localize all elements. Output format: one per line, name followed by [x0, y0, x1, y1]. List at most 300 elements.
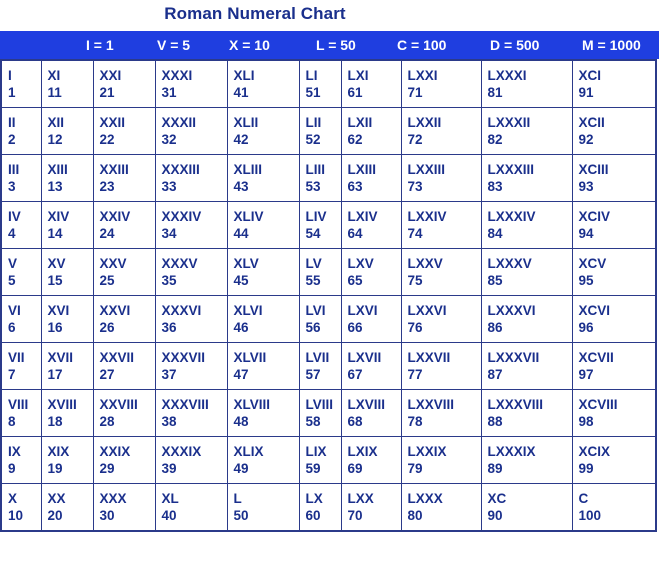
arabic-value: 69 [347, 461, 363, 476]
roman-value: LXI [347, 68, 369, 83]
numeral-cell [481, 249, 572, 296]
roman-value: XVI [47, 303, 70, 318]
arabic-value: 74 [407, 226, 423, 241]
roman-value: LXXXII [487, 115, 531, 130]
numeral-cell [341, 437, 401, 484]
arabic-value: 96 [578, 320, 594, 335]
numeral-cell [155, 484, 227, 532]
arabic-value: 66 [347, 320, 363, 335]
arabic-value: 58 [305, 414, 321, 429]
arabic-value: 32 [161, 132, 177, 147]
arabic-value: 10 [8, 508, 24, 523]
numeral-cell [41, 390, 93, 437]
arabic-value: 68 [347, 414, 363, 429]
arabic-value: 17 [47, 367, 63, 382]
roman-value: LXXII [407, 115, 442, 130]
arabic-value: 37 [161, 367, 177, 382]
numeral-cell [227, 484, 299, 532]
roman-value: LX [305, 491, 323, 506]
numeral-cell [1, 343, 41, 390]
numeral-cell [41, 484, 93, 532]
arabic-value: 100 [578, 508, 602, 523]
roman-value: LXXIV [407, 209, 447, 224]
numeral-cell [481, 437, 572, 484]
arabic-value: 88 [487, 414, 503, 429]
arabic-value: 24 [99, 226, 115, 241]
roman-value: LXXXV [487, 256, 532, 271]
numeral-cell [299, 390, 341, 437]
numeral-cell [227, 249, 299, 296]
roman-value: LIII [305, 162, 325, 177]
arabic-value: 20 [47, 508, 63, 523]
roman-value: XXXI [161, 68, 193, 83]
roman-value: XIII [47, 162, 68, 177]
arabic-value: 76 [407, 320, 423, 335]
arabic-value: 86 [487, 320, 503, 335]
numeral-cell [1, 202, 41, 249]
roman-value: XCIV [578, 209, 611, 224]
roman-value: VI [8, 303, 21, 318]
arabic-value: 29 [99, 461, 115, 476]
roman-value: XIV [47, 209, 70, 224]
numeral-cell [401, 296, 481, 343]
roman-value: XI [47, 68, 61, 83]
roman-value: XL [161, 491, 179, 506]
numeral-cell [481, 60, 572, 108]
arabic-value: 21 [99, 85, 115, 100]
arabic-value: 92 [578, 132, 594, 147]
numeral-cell [572, 390, 656, 437]
numeral-cell [227, 60, 299, 108]
numeral-cell [93, 60, 155, 108]
numeral-cell [572, 155, 656, 202]
roman-value: XXII [99, 115, 126, 130]
roman-value: XLV [233, 256, 259, 271]
roman-value: VII [8, 350, 25, 365]
numeral-cell [401, 202, 481, 249]
numeral-cell [41, 437, 93, 484]
roman-value: XXXIV [161, 209, 202, 224]
table-row [1, 296, 656, 343]
numeral-cell [481, 343, 572, 390]
numeral-cell [1, 60, 41, 108]
numeral-cell [93, 202, 155, 249]
numeral-cell [93, 155, 155, 202]
roman-value: XII [47, 115, 65, 130]
arabic-value: 78 [407, 414, 423, 429]
arabic-value: 28 [99, 414, 115, 429]
roman-value: LXXIX [407, 444, 447, 459]
table-row [1, 390, 656, 437]
arabic-value: 94 [578, 226, 594, 241]
numeral-cell [227, 155, 299, 202]
numeral-cell [572, 484, 656, 532]
numeral-cell [41, 249, 93, 296]
roman-value: XV [47, 256, 66, 271]
arabic-value: 82 [487, 132, 503, 147]
numeral-cell [401, 437, 481, 484]
numeral-cell [299, 155, 341, 202]
arabic-value: 36 [161, 320, 177, 335]
numeral-cell [93, 108, 155, 155]
roman-value: LXII [347, 115, 373, 130]
numeral-cell [572, 296, 656, 343]
roman-value: XCVI [578, 303, 611, 318]
arabic-value: 59 [305, 461, 321, 476]
numeral-cell [299, 249, 341, 296]
numeral-cell [299, 484, 341, 532]
numeral-cell [341, 296, 401, 343]
roman-value: LXIII [347, 162, 377, 177]
numeral-cell [1, 155, 41, 202]
arabic-value: 75 [407, 273, 423, 288]
table-row [1, 484, 656, 532]
roman-value: LXXXVI [487, 303, 536, 318]
roman-value: XLI [233, 68, 255, 83]
roman-value: LXXXIII [487, 162, 535, 177]
legend-bar [0, 31, 659, 59]
legend-item: I = 1 [86, 37, 114, 53]
arabic-value: 83 [487, 179, 503, 194]
numeral-cell [401, 249, 481, 296]
numeral-cell [227, 108, 299, 155]
roman-value: LXXXVIII [487, 397, 544, 412]
numeral-cell [93, 437, 155, 484]
numeral-cell [481, 390, 572, 437]
arabic-value: 34 [161, 226, 177, 241]
arabic-value: 81 [487, 85, 503, 100]
roman-value: LXXI [407, 68, 438, 83]
roman-value: IV [8, 209, 21, 224]
arabic-value: 71 [407, 85, 423, 100]
table-row [1, 60, 656, 108]
arabic-value: 73 [407, 179, 423, 194]
table-row [1, 155, 656, 202]
arabic-value: 53 [305, 179, 321, 194]
arabic-value: 30 [99, 508, 115, 523]
arabic-value: 77 [407, 367, 423, 382]
arabic-value: 33 [161, 179, 177, 194]
arabic-value: 6 [8, 320, 16, 335]
arabic-value: 5 [8, 273, 16, 288]
roman-value: XLIII [233, 162, 263, 177]
table-row [1, 202, 656, 249]
numeral-cell [299, 296, 341, 343]
arabic-value: 87 [487, 367, 503, 382]
roman-value: I [8, 68, 12, 83]
roman-value: XXVII [99, 350, 135, 365]
roman-value: LVI [305, 303, 326, 318]
page-title: Roman Numeral Chart [164, 4, 346, 23]
roman-value: XCI [578, 68, 602, 83]
numeral-cell [227, 390, 299, 437]
roman-value: XCV [578, 256, 607, 271]
numeral-cell [227, 437, 299, 484]
arabic-value: 1 [8, 85, 16, 100]
roman-value: XCVII [578, 350, 614, 365]
arabic-value: 91 [578, 85, 594, 100]
numeral-cell [155, 108, 227, 155]
numeral-cell [227, 343, 299, 390]
roman-value: LXXXIV [487, 209, 536, 224]
roman-value: X [8, 491, 18, 506]
arabic-value: 60 [305, 508, 321, 523]
arabic-value: 40 [161, 508, 177, 523]
arabic-value: 84 [487, 226, 503, 241]
roman-value: XCIII [578, 162, 609, 177]
arabic-value: 61 [347, 85, 363, 100]
roman-value: XXV [99, 256, 127, 271]
arabic-value: 90 [487, 508, 503, 523]
numeral-cell [401, 484, 481, 532]
arabic-value: 22 [99, 132, 115, 147]
legend-item: V = 5 [157, 37, 191, 53]
roman-value: XXVIII [99, 397, 138, 412]
numeral-cell [41, 296, 93, 343]
numeral-cell [1, 484, 41, 532]
numeral-cell [341, 155, 401, 202]
numeral-cell [41, 202, 93, 249]
roman-value: LXXIII [407, 162, 446, 177]
roman-value: LXXXIX [487, 444, 536, 459]
roman-value: III [8, 162, 20, 177]
arabic-value: 79 [407, 461, 423, 476]
arabic-value: 19 [47, 461, 63, 476]
numeral-cell [299, 343, 341, 390]
numeral-cell [93, 484, 155, 532]
legend-item: L = 50 [316, 37, 356, 53]
roman-value: XLII [233, 115, 259, 130]
roman-value: XCVIII [578, 397, 618, 412]
numeral-cell [401, 60, 481, 108]
arabic-value: 72 [407, 132, 423, 147]
roman-value: LXXXI [487, 68, 527, 83]
arabic-value: 46 [233, 320, 249, 335]
roman-value: VIII [8, 397, 29, 412]
numeral-cell [1, 296, 41, 343]
arabic-value: 42 [233, 132, 249, 147]
roman-value: C [578, 491, 589, 506]
roman-value: LIV [305, 209, 327, 224]
numeral-cell [93, 296, 155, 343]
legend-item: M = 1000 [582, 37, 641, 53]
table-row [1, 249, 656, 296]
arabic-value: 93 [578, 179, 594, 194]
roman-value: LXVII [347, 350, 382, 365]
legend-item: X = 10 [229, 37, 270, 53]
numeral-cell [299, 60, 341, 108]
roman-value: XXXIX [161, 444, 202, 459]
roman-value: XVII [47, 350, 74, 365]
roman-value: XLVII [233, 350, 267, 365]
arabic-value: 56 [305, 320, 321, 335]
numeral-cell [481, 155, 572, 202]
numeral-cell [1, 108, 41, 155]
arabic-value: 26 [99, 320, 115, 335]
arabic-value: 63 [347, 179, 363, 194]
arabic-value: 8 [8, 414, 16, 429]
roman-value: XLIV [233, 209, 264, 224]
arabic-value: 15 [47, 273, 63, 288]
roman-value: LXXV [407, 256, 443, 271]
arabic-value: 85 [487, 273, 503, 288]
arabic-value: 48 [233, 414, 249, 429]
numeral-cell [341, 484, 401, 532]
numeral-cell [341, 108, 401, 155]
roman-value: LIX [305, 444, 327, 459]
roman-value: XLVI [233, 303, 263, 318]
arabic-value: 25 [99, 273, 115, 288]
arabic-value: 31 [161, 85, 177, 100]
numeral-cell [481, 108, 572, 155]
roman-value: XXXVI [161, 303, 202, 318]
numeral-cell [41, 155, 93, 202]
roman-value: XXX [99, 491, 127, 506]
numeral-cell [401, 155, 481, 202]
arabic-value: 67 [347, 367, 363, 382]
numeral-cell [481, 484, 572, 532]
arabic-value: 47 [233, 367, 249, 382]
numeral-cell [93, 390, 155, 437]
roman-value: XXIII [99, 162, 129, 177]
arabic-value: 43 [233, 179, 249, 194]
arabic-value: 50 [233, 508, 249, 523]
roman-value: LXXXVII [487, 350, 540, 365]
arabic-value: 2 [8, 132, 16, 147]
arabic-value: 80 [407, 508, 423, 523]
roman-value: LXXVIII [407, 397, 455, 412]
roman-value: II [8, 115, 16, 130]
numeral-cell [299, 202, 341, 249]
numeral-cell [93, 343, 155, 390]
roman-value: LXXX [407, 491, 443, 506]
arabic-value: 97 [578, 367, 594, 382]
numeral-cell [572, 108, 656, 155]
numeral-cell [93, 249, 155, 296]
arabic-value: 51 [305, 85, 321, 100]
roman-value: LXXVII [407, 350, 451, 365]
arabic-value: 64 [347, 226, 363, 241]
numeral-cell [572, 202, 656, 249]
roman-value: LXIX [347, 444, 378, 459]
numeral-cell [155, 296, 227, 343]
roman-value: LI [305, 68, 318, 83]
numeral-cell [155, 343, 227, 390]
arabic-value: 11 [47, 85, 62, 100]
roman-value: LXX [347, 491, 374, 506]
roman-value: XXXII [161, 115, 197, 130]
roman-value: XC [487, 491, 507, 506]
numeral-cell [481, 202, 572, 249]
arabic-value: 65 [347, 273, 363, 288]
legend-item: D = 500 [490, 37, 540, 53]
table-row [1, 343, 656, 390]
arabic-value: 9 [8, 461, 16, 476]
roman-value: XCII [578, 115, 605, 130]
roman-value: XXXVIII [161, 397, 209, 412]
roman-value: LVIII [305, 397, 334, 412]
arabic-value: 38 [161, 414, 177, 429]
arabic-value: 3 [8, 179, 16, 194]
roman-value: LXVI [347, 303, 378, 318]
roman-value: LVII [305, 350, 330, 365]
roman-value: XX [47, 491, 66, 506]
roman-value: LXV [347, 256, 374, 271]
roman-value: XCIX [578, 444, 611, 459]
arabic-value: 52 [305, 132, 321, 147]
numeral-cell [41, 108, 93, 155]
roman-value: LV [305, 256, 322, 271]
numeral-cell [572, 249, 656, 296]
numeral-cell [341, 249, 401, 296]
arabic-value: 89 [487, 461, 503, 476]
numeral-cell [155, 60, 227, 108]
roman-value: XXXVII [161, 350, 206, 365]
roman-value: LXVIII [347, 397, 386, 412]
arabic-value: 62 [347, 132, 363, 147]
numeral-cell [227, 202, 299, 249]
numeral-cell [1, 437, 41, 484]
roman-value: V [8, 256, 18, 271]
roman-value: XXIV [99, 209, 131, 224]
roman-value: XXXIII [161, 162, 200, 177]
numeral-cell [572, 60, 656, 108]
roman-value: IX [8, 444, 21, 459]
arabic-value: 23 [99, 179, 115, 194]
roman-value: XXIX [99, 444, 131, 459]
arabic-value: 45 [233, 273, 249, 288]
arabic-value: 35 [161, 273, 177, 288]
legend-item: C = 100 [397, 37, 447, 53]
arabic-value: 16 [47, 320, 63, 335]
numeral-cell [155, 437, 227, 484]
arabic-value: 49 [233, 461, 249, 476]
roman-value: LXIV [347, 209, 378, 224]
arabic-value: 39 [161, 461, 177, 476]
numeral-cell [41, 60, 93, 108]
roman-value: XLVIII [233, 397, 271, 412]
arabic-value: 14 [47, 226, 63, 241]
arabic-value: 7 [8, 367, 16, 382]
numeral-cell [341, 202, 401, 249]
arabic-value: 54 [305, 226, 321, 241]
numeral-cell [481, 296, 572, 343]
arabic-value: 18 [47, 414, 63, 429]
roman-value: LII [305, 115, 322, 130]
roman-value: XIX [47, 444, 70, 459]
numeral-cell [155, 202, 227, 249]
arabic-value: 12 [47, 132, 63, 147]
arabic-value: 41 [233, 85, 249, 100]
numeral-cell [401, 108, 481, 155]
roman-value: XVIII [47, 397, 77, 412]
arabic-value: 99 [578, 461, 594, 476]
numeral-cell [572, 343, 656, 390]
roman-value: XLIX [233, 444, 264, 459]
numeral-cell [227, 296, 299, 343]
arabic-value: 70 [347, 508, 363, 523]
numeral-cell [41, 343, 93, 390]
numeral-cell [1, 249, 41, 296]
roman-value: XXXV [161, 256, 198, 271]
numeral-cell [299, 108, 341, 155]
roman-numeral-table [0, 59, 657, 532]
numeral-cell [341, 343, 401, 390]
arabic-value: 95 [578, 273, 594, 288]
table-row [1, 437, 656, 484]
table-row [1, 108, 656, 155]
numeral-cell [155, 249, 227, 296]
